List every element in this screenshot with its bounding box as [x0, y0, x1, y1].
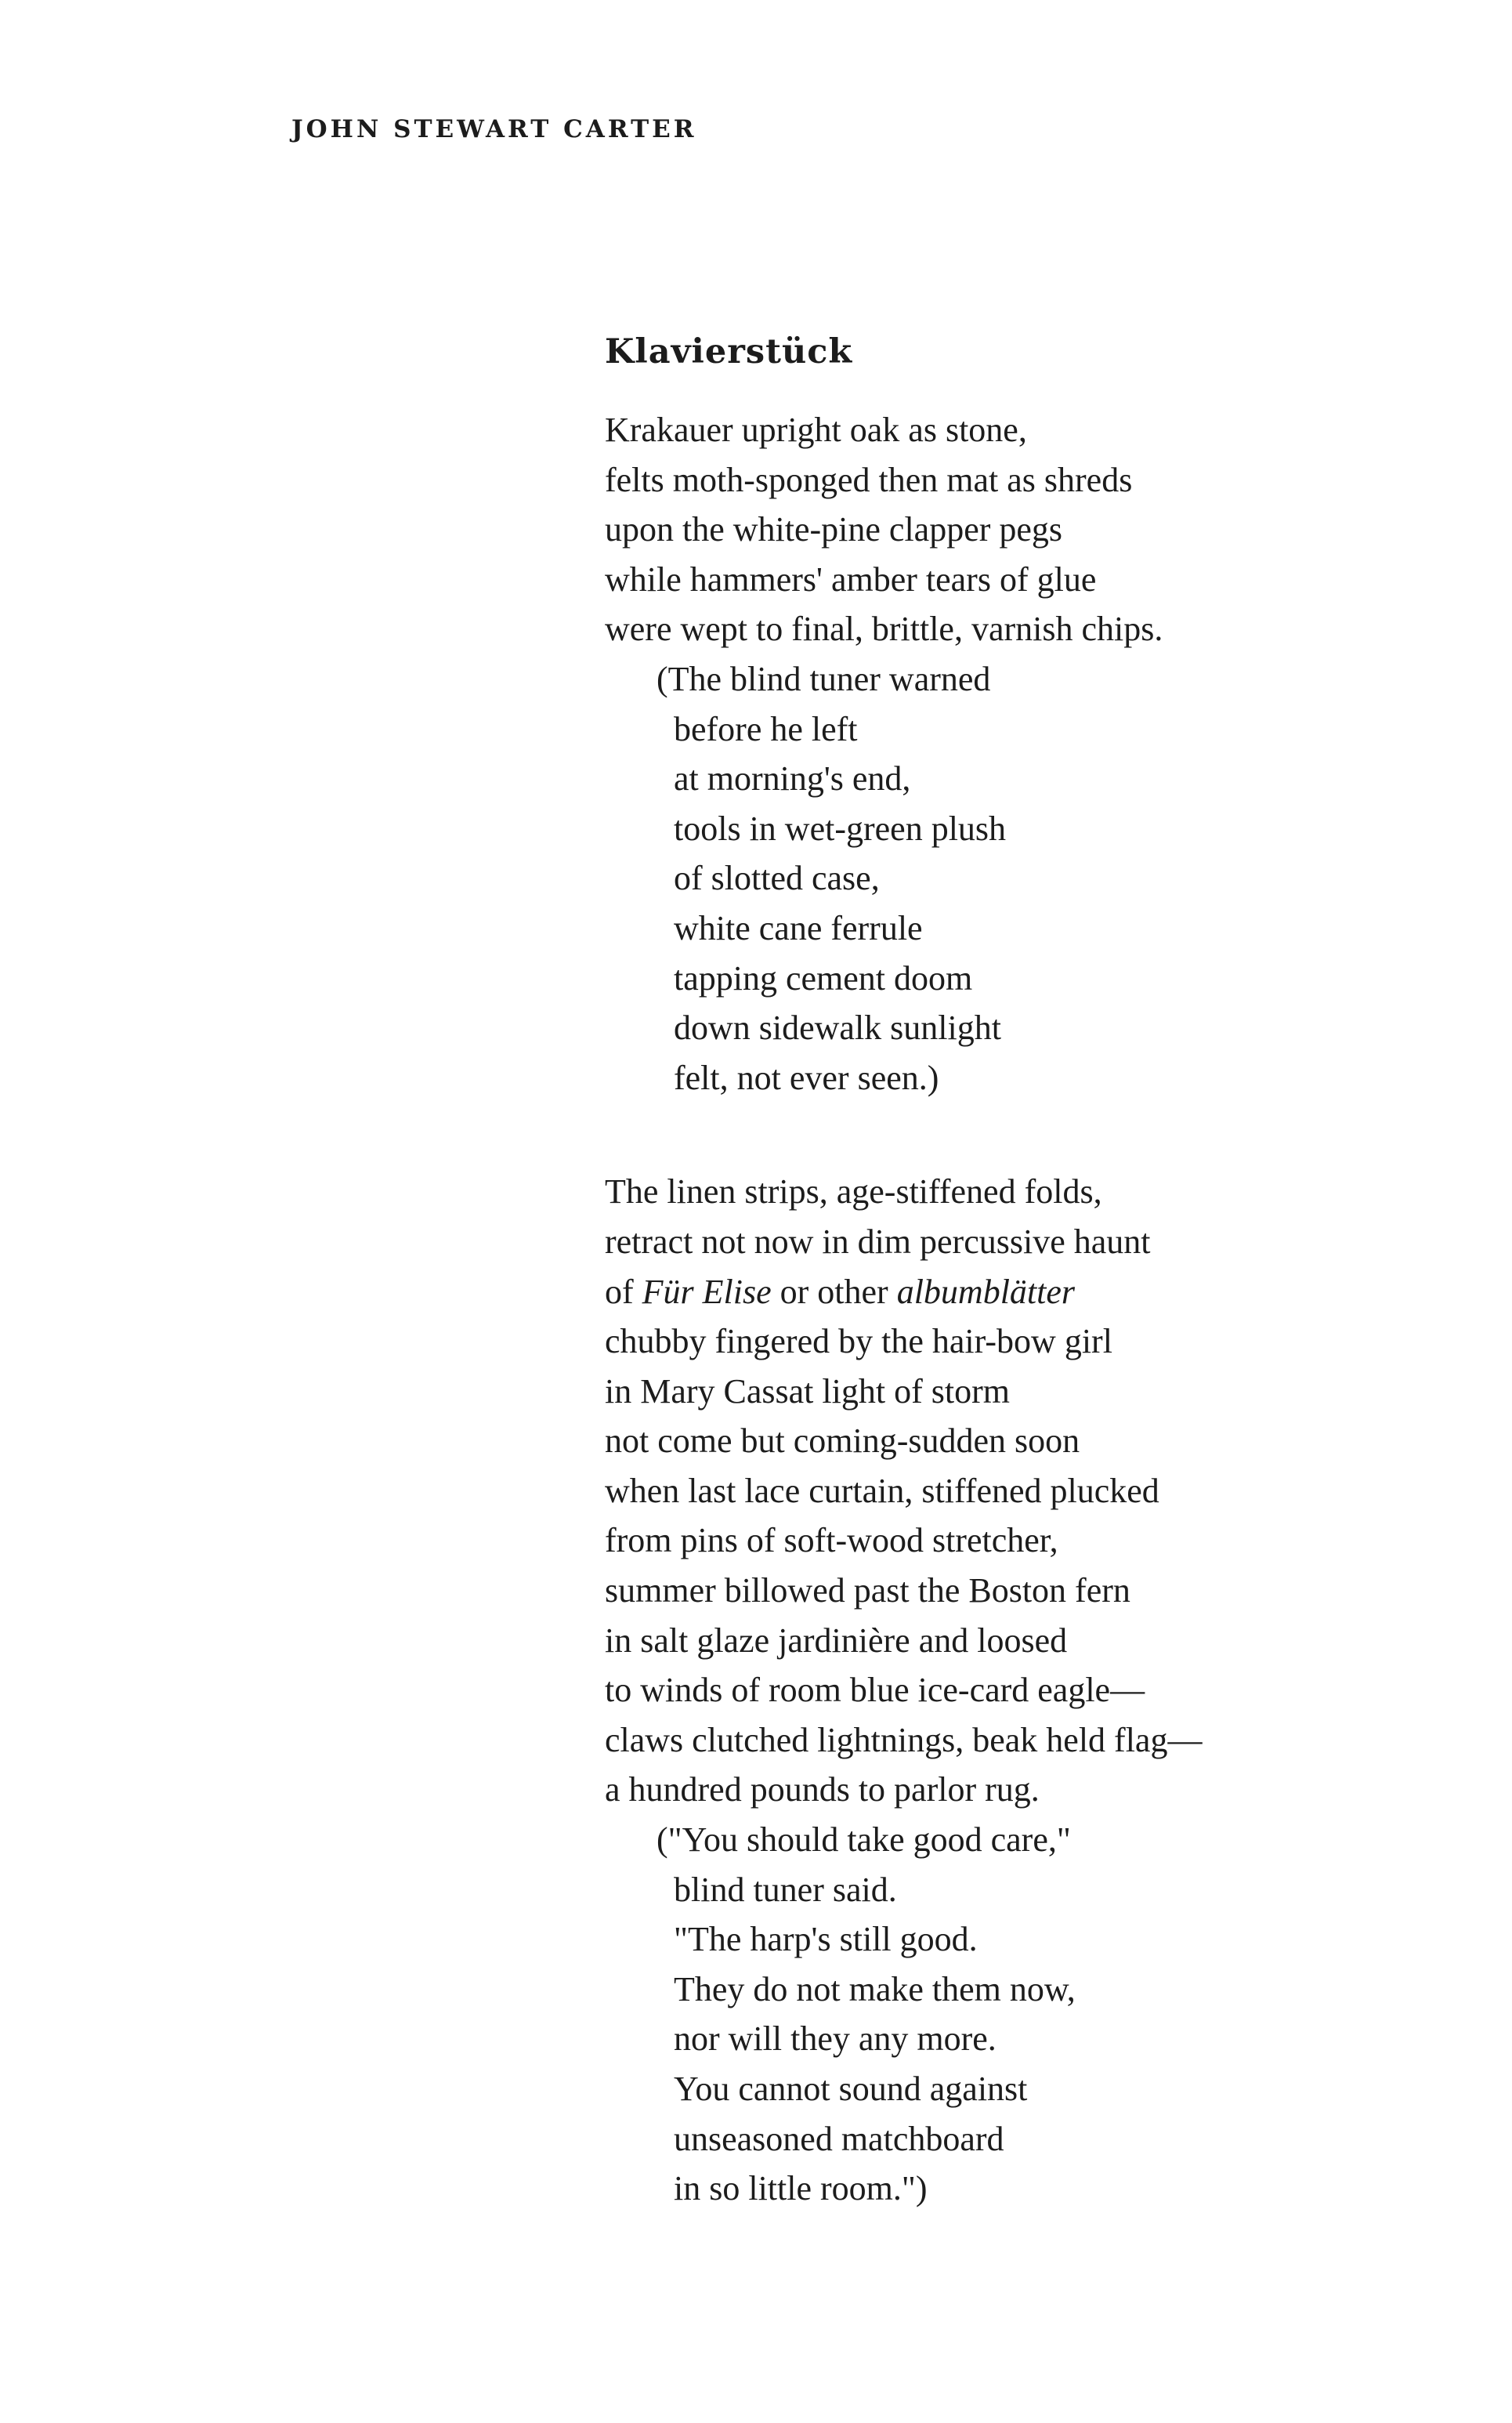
- poem-line-parenthetical: blind tuner said.: [674, 1870, 897, 1909]
- poem-line: to winds of room blue ice-card eagle—: [605, 1671, 1145, 1710]
- poem-title: Klavierstück: [605, 332, 853, 371]
- poem-line-parenthetical: felt, not ever seen.): [674, 1058, 939, 1097]
- poem-line: in Mary Cassat light of storm: [605, 1371, 1010, 1411]
- poem-line-parenthetical: white cane ferrule: [674, 908, 923, 947]
- poem-line: in salt glaze jardinière and loosed: [605, 1621, 1068, 1660]
- poem-italic-word: albumblätter: [896, 1272, 1076, 1311]
- poem-line-parenthetical: "The harp's still good.: [674, 1920, 978, 1959]
- poem-line-parenthetical: (The blind tuner warned: [657, 659, 991, 698]
- poem-line: not come but coming-sudden soon: [605, 1422, 1080, 1461]
- poem-line-parenthetical: tapping cement doom: [674, 958, 973, 998]
- poem-line: upon the white-pine clapper pegs: [605, 510, 1063, 549]
- running-header-author: JOHN STEWART CARTER: [291, 115, 697, 143]
- poem-text: of: [605, 1272, 642, 1311]
- poem-line: from pins of soft-wood stretcher,: [605, 1521, 1058, 1560]
- poem-line-parenthetical: ("You should take good care,": [657, 1820, 1071, 1860]
- poem-line: The linen strips, age-stiffened folds,: [605, 1172, 1102, 1212]
- poem-line: [605, 1267, 1202, 1317]
- poem-line: Krakauer upright oak as stone,: [605, 411, 1027, 449]
- poem-line-parenthetical: at morning's end,: [674, 759, 911, 799]
- poem-line-parenthetical: nor will they any more.: [674, 2019, 997, 2059]
- poem-italic-title: Für Elise: [642, 1272, 772, 1311]
- poem-line-parenthetical: in so little room."): [674, 2169, 928, 2208]
- poem-line: when last lace curtain, stiffened plucked: [605, 1471, 1159, 1510]
- poem-line-parenthetical: before he left: [674, 709, 858, 748]
- poem-body: [605, 405, 1202, 2214]
- poem-line-parenthetical: tools in wet-green plush: [674, 809, 1007, 848]
- poem-line-parenthetical: of slotted case,: [674, 859, 880, 898]
- poem-line: retract not now in dim percussive haunt: [605, 1222, 1151, 1261]
- poem-text: or other: [771, 1272, 897, 1311]
- poem-line: while hammers' amber tears of glue: [605, 560, 1097, 599]
- poem-line: claws clutched lightnings, beak held flag—: [605, 1720, 1203, 1759]
- poem-line: summer billowed past the Boston fern: [605, 1571, 1130, 1610]
- poem-line-parenthetical: down sidewalk sunlight: [674, 1009, 1001, 1048]
- poem-line: chubby fingered by the hair-bow girl: [605, 1322, 1112, 1361]
- poem-line: felts moth-sponged then mat as shreds: [605, 460, 1133, 499]
- stanza-break: [605, 1103, 1202, 1167]
- poem-line: were wept to final, brittle, varnish chips.: [605, 610, 1163, 649]
- poem-line-parenthetical: unseasoned matchboard: [674, 2119, 1004, 2158]
- poem-line: a hundred pounds to parlor rug.: [605, 1770, 1040, 1809]
- poem-line-parenthetical: They do not make them now,: [674, 1969, 1076, 2008]
- poem-line-parenthetical: You cannot sound against: [674, 2070, 1028, 2108]
